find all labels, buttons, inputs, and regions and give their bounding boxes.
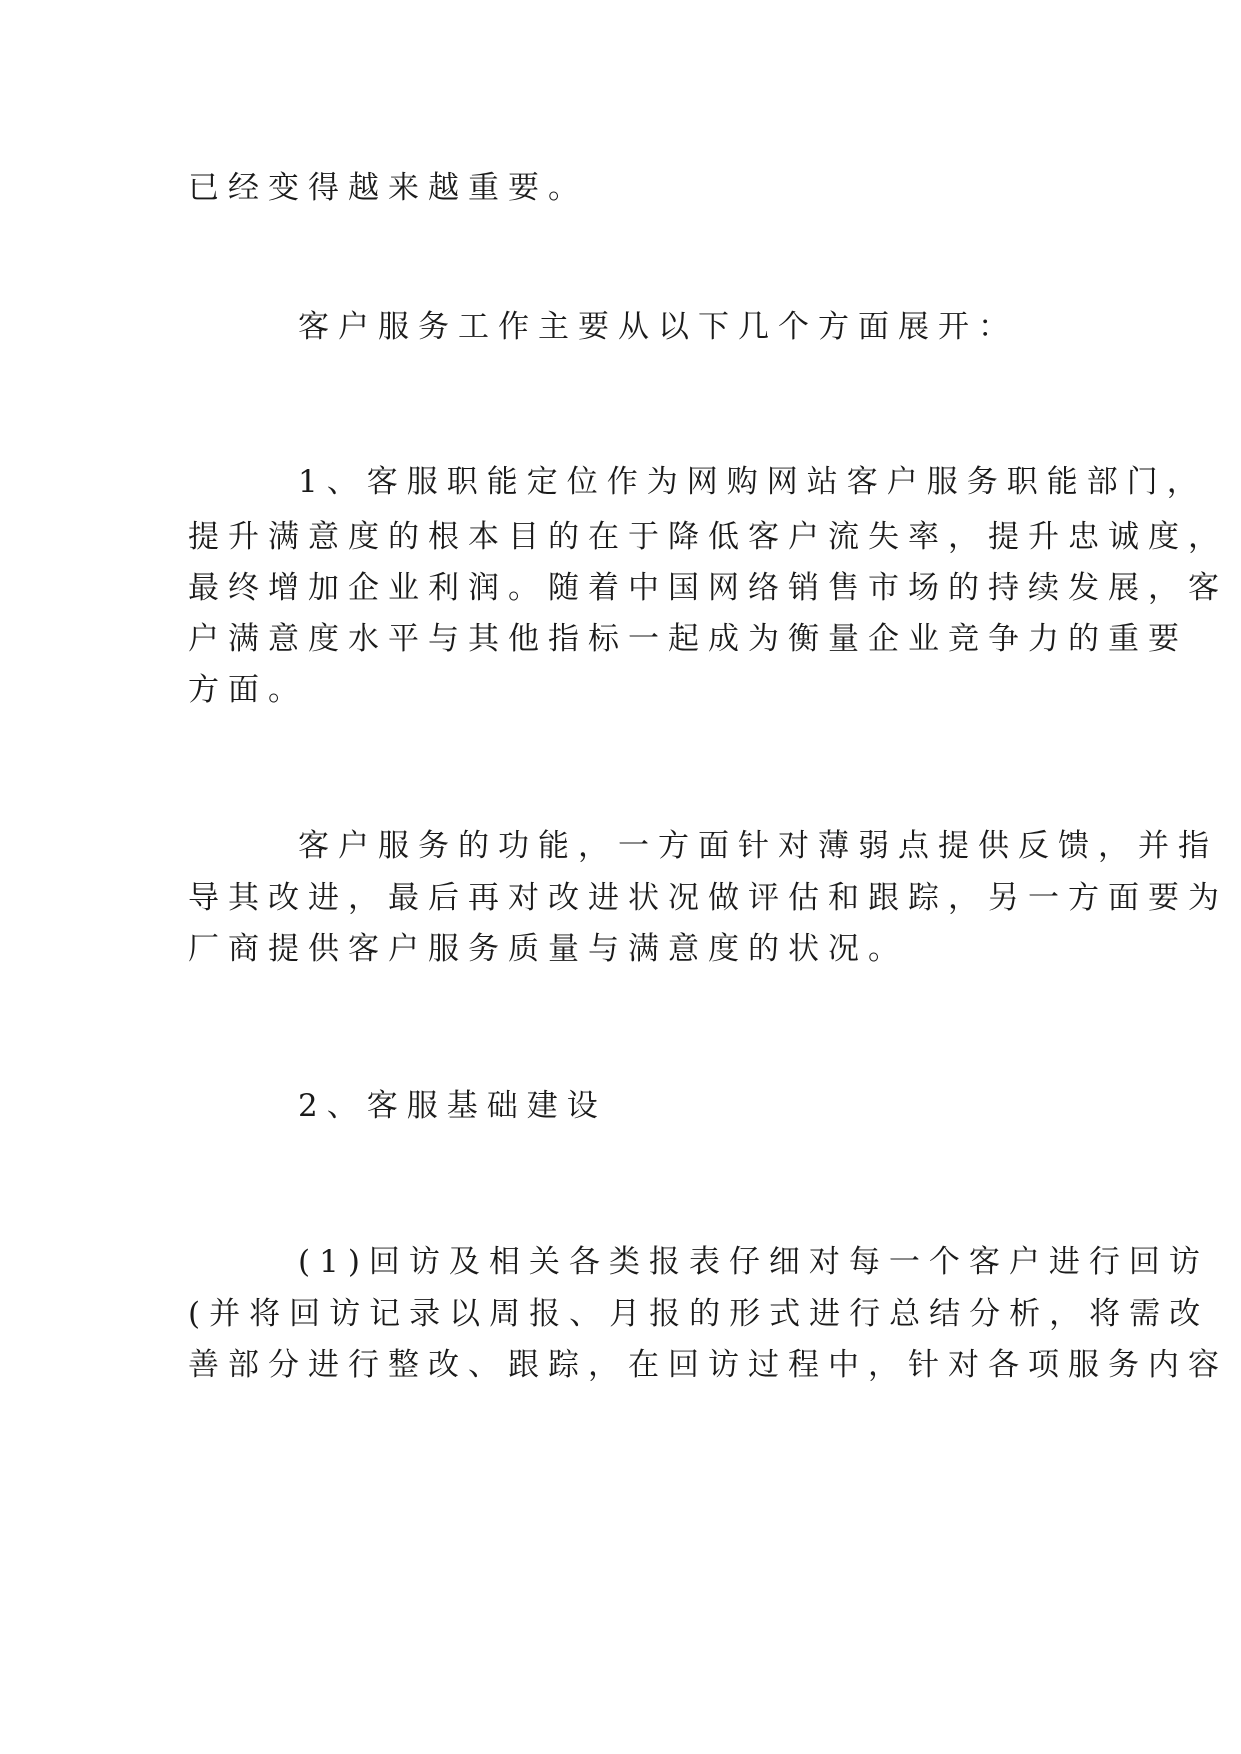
text-line: (并将回访记录以周报、月报的形式进行总结分析，将需改 <box>188 1296 1210 1332</box>
text-line: 最终增加企业利润。随着中国网络销售市场的持续发展，客 <box>188 570 1228 606</box>
text-line: 提升满意度的根本目的在于降低客户流失率，提升忠诚度， <box>188 519 1228 555</box>
subsection-1-line: (1)回访及相关各类报表仔细对每一个客户进行回访 <box>298 1244 1209 1280</box>
text-line: 善部分进行整改、跟踪，在回访过程中，针对各项服务内容 <box>188 1347 1228 1383</box>
text-line: 方面。 <box>188 672 308 708</box>
section-1-heading-line: 1、客服职能定位作为网购网站客户服务职能部门， <box>298 464 1207 500</box>
section-2-heading: 2、客服基础建设 <box>298 1088 607 1124</box>
text-line: 已经变得越来越重要。 <box>188 170 588 206</box>
text-line: 厂商提供客户服务质量与满意度的状况。 <box>188 931 908 967</box>
text-line: 户满意度水平与其他指标一起成为衡量企业竞争力的重要 <box>188 621 1188 657</box>
text-line: 导其改进，最后再对改进状况做评估和跟踪，另一方面要为 <box>188 880 1228 916</box>
paragraph-functions: 客户服务的功能，一方面针对薄弱点提供反馈，并指 <box>298 828 1218 864</box>
paragraph-intro: 客户服务工作主要从以下几个方面展开： <box>298 309 1018 345</box>
